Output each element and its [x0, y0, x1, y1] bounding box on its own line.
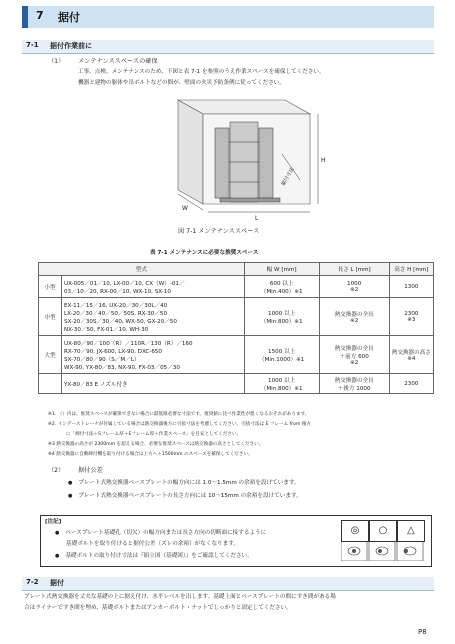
subsection-header-7-2 [22, 577, 434, 591]
height-cell: 2300 [389, 374, 433, 394]
group-cell [39, 374, 62, 394]
triangle-icon: △ [397, 520, 425, 542]
item2-label: （2） [48, 467, 65, 474]
table-note: ※2. インデーストレーナが付属している場合は熱交換器後方に引抜寸法を考慮してください。引抜寸法は E フレーム from 後方 [48, 422, 311, 427]
note-line2: 基礎ボルトを取り付けると据付公差（ズレの余裕）がなくなります。 [66, 541, 239, 547]
dim-h-label: H [321, 157, 326, 164]
table-note: ※3 熱交換器の高さが 2300mm を超える場合、必要な推奨スペースは熱交換器の高さとしてください。 [48, 442, 264, 447]
item1-title: メンテナンススペースの確保 [78, 58, 158, 65]
table-note: に「締付寸法＋Sフレーム厚＋Eフレーム厚＋作業スペース」を目安としてください。 [66, 432, 242, 437]
width-cell: 600 以上 （Min.400）※1 [244, 276, 319, 298]
group-cell: 小型 [39, 276, 62, 298]
note-box [40, 515, 432, 567]
note-line1 [55, 530, 266, 537]
group-cell: 中型 [39, 298, 62, 336]
models-cell: YX-80／83 E ノズル付き [62, 374, 245, 394]
height-cell: 熱交換器の高さ ※4 [389, 336, 433, 374]
group-cell: 大型 [39, 336, 62, 374]
length-cell: 熱交換器の全長 ＋後方 1000 [319, 374, 389, 394]
s72-line1: プレート式熱交換器を丈夫な基礎の上に据え付け、水平レベルを出します。基礎上面とベースプレートの間にすき間がある場 [24, 594, 336, 600]
table-caption: 表 7-1 メンテナンスに必要な推奨スペース [150, 250, 259, 256]
table-header-row [39, 263, 434, 276]
table-row [39, 374, 434, 394]
dim-w-label: W [182, 205, 188, 212]
subsection-title: 据付 [50, 579, 64, 587]
width-cell: 1000 以上 （Min.800）※1 [244, 298, 319, 336]
height-cell: 2300 ※3 [389, 298, 433, 336]
item1-label: （1） [48, 58, 65, 65]
item2-bullet2-text: プレート式熱交換器ベースプレートの長さ方向には 10〜15mm の余裕を設けています。 [78, 493, 302, 499]
bullet-icon [68, 493, 78, 499]
length-cell: 1000 ※2 [319, 276, 389, 298]
subsection-number: 7-2 [26, 578, 39, 586]
dim-l-label: L [255, 215, 259, 222]
table-notes [48, 410, 438, 460]
bullet-icon [55, 553, 65, 559]
table-header: 高さ H [mm] [389, 263, 433, 276]
maintenance-space-figure [120, 92, 335, 222]
table-header: 長さ L [mm] [319, 263, 389, 276]
note-line3 [55, 553, 253, 560]
dim-install-label: 据付寸法 [280, 166, 296, 187]
table-header: 型式 [39, 263, 245, 276]
double-circle-icon: ◎ [341, 520, 369, 542]
item1-line1: 工事、点検、メンテナンスのため、下図と表 7-1 を参照のうえ作業スペースを確保してください。 [78, 69, 325, 75]
table-header: 幅 W [mm] [244, 263, 319, 276]
models-cell: EX-11／15／16, UX-20／30／30L／40 LX-20／30／40／50／50S, RX-30／50 SX-20／30S／30／40, WX-50, GX-20／50 NX-30／50, FX-01／10, WH-30 [62, 298, 245, 336]
maintenance-table [38, 262, 434, 394]
section-header [22, 6, 434, 28]
tolerance-symbols [341, 520, 425, 562]
height-cell: 1300 [389, 276, 433, 298]
subsection-title: 据付作業前に [50, 42, 92, 50]
table-row [39, 336, 434, 374]
table-row [39, 298, 434, 336]
models-cell: UX-80／90／100（R）／110R／130（R）／160 RX-70／90, JX-600, LX-90, DXC-650 SX-70／80／90（S／M／L） WX-90, YX-80／83, NX-90, FX-03／05／30 [62, 336, 245, 374]
figure-caption: 図 7-1 メンテナンススペース [178, 228, 260, 235]
table-row [39, 276, 434, 298]
item2-bullet2 [68, 493, 302, 500]
section-title: 据付 [58, 11, 80, 24]
s72-line2: 合はライナーですき間を埋め、基礎ボルトまたはアンカーボルト・ナットでしっかりと固定してください。 [24, 605, 292, 611]
circle-icon: ○ [369, 520, 397, 542]
length-cell: 熱交換器の全長 ※2 [319, 298, 389, 336]
note-line1-text: ベースプレート基礎孔（切欠）の幅方向または長さ方向の切断面に接するように [65, 530, 267, 536]
width-cell: 1500 以上 （Min.1000）※1 [244, 336, 319, 374]
bullet-icon [68, 480, 78, 486]
models-cell: UX-005／01／10, LX-00／10, CX（W）-01／ 03／10／20, RX-00／10, WX-10, SX-10 [62, 276, 245, 298]
item2-title: 据付公差 [78, 467, 103, 474]
table-note: ※1. （）内は、推奨スペースが確保できない場合に最低限必要な寸法です。推奨値に比べ作業性が悪くなるおそれがあります。 [48, 412, 310, 417]
bullet-icon [55, 530, 65, 536]
width-cell: 1000 以上 （Min.800）※1 [244, 374, 319, 394]
subsection-header-7-1 [22, 40, 434, 54]
note-line3-text: 基礎ボルトの取り付け寸法は『組立図（基礎図）』をご確認してください。 [65, 553, 253, 559]
item1-line2: 機器と建物の躯体や吊ボルトなどの間が、壁面の火災予防条例に従ってください。 [78, 80, 285, 86]
bolt-position-icons [341, 541, 425, 561]
item2-bullet1-text: プレート式熱交換器ベースプレートの幅方向には 1.0〜1.5mm の余裕を設けています。 [78, 480, 300, 486]
item2-bullet1 [68, 480, 300, 487]
subsection-number: 7-1 [26, 41, 39, 49]
table-note: ※4 熱交換器に自動締付機を取り付ける場合は上方へ＋1500mm のスペースを確保してください。 [48, 452, 253, 457]
page-number: P8 [418, 628, 427, 636]
length-cell: 熱交換器の全長 ＋前方 600 ※2 [319, 336, 389, 374]
note-label: [注記] [45, 519, 62, 525]
section-number: 7 [36, 9, 44, 22]
